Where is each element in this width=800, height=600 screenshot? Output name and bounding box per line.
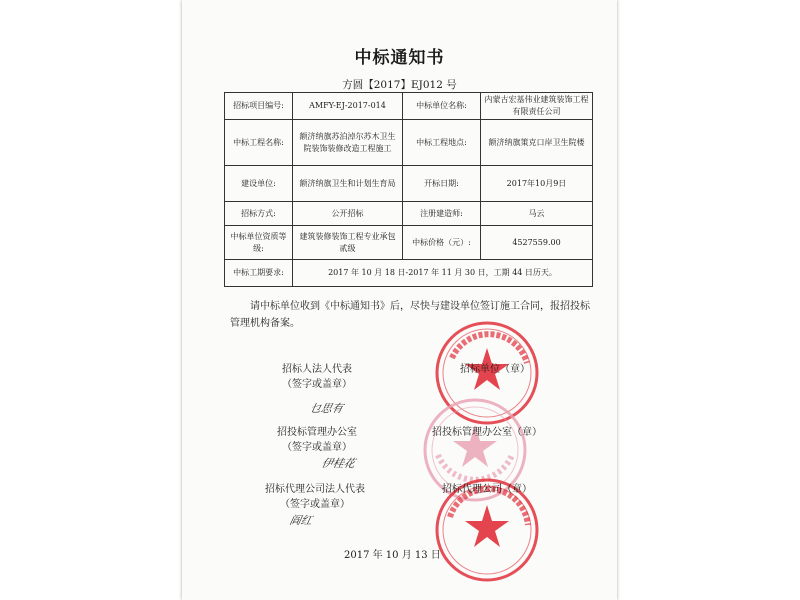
mgmt-office-signature-block: [252, 425, 382, 455]
mgmt-office-label: 招投标管理办公室: [277, 427, 357, 438]
agency-rep-label: 招标代理公司法人代表: [265, 484, 365, 495]
table-value: 2017 年 10 月 18 日-2017 年 11 月 30 日，工期 44 日历天。: [293, 260, 593, 287]
sign-or-seal-note: （签字或盖章）: [282, 379, 352, 390]
table-value: 额济纳旗策克口岸卫生院楼: [481, 120, 593, 166]
table-row: [225, 120, 593, 166]
table-value: 额济纳旗苏泊淖尔苏木卫生院装饰装修改造工程施工: [293, 120, 403, 166]
mgmt-office-seal-label: 招投标管理办公室（章）: [432, 427, 542, 438]
issue-date: 2017 年 10 月 13 日: [344, 550, 441, 561]
table-value: 内蒙古宏基伟业建筑装饰工程有限责任公司: [481, 93, 593, 120]
bid-info-table: [224, 92, 593, 287]
legal-rep-handwriting: 乜思有: [308, 402, 345, 415]
table-value: 建筑装修装饰工程专业承包贰级: [293, 226, 403, 260]
table-label: 招标方式:: [225, 202, 293, 226]
table-label: 中标工程地点:: [403, 120, 481, 166]
sign-or-seal-note: （签字或盖章）: [282, 442, 352, 453]
table-label: 开标日期:: [403, 166, 481, 202]
table-row: [225, 202, 593, 226]
sign-or-seal-note: （签字或盖章）: [280, 499, 350, 510]
document-page: [182, 0, 617, 600]
table-label: 中标单位资质等级:: [225, 226, 293, 260]
table-label: 注册建造师:: [403, 202, 481, 226]
table-label: 中标单位名称:: [403, 93, 481, 120]
table-value: 公开招标: [293, 202, 403, 226]
agency-seal-label: 招标代理公司（章）: [442, 484, 532, 495]
legal-rep-label: 招标人法人代表: [282, 364, 352, 375]
document-title: 中标通知书: [354, 48, 445, 68]
agency-rep-handwriting: 阎红: [288, 514, 314, 527]
table-label: 招标项目编号:: [225, 93, 293, 120]
tender-unit-seal-label: 招标单位（章）: [460, 364, 530, 375]
table-label: 中标工程名称:: [225, 120, 293, 166]
table-value: 额济纳旗卫生和计划生育局: [293, 166, 403, 202]
table-label: 建设单位:: [225, 166, 293, 202]
table-row: [225, 260, 593, 287]
table-value: 2017年10月9日: [481, 166, 593, 202]
table-value: AMFY-EJ-2017-014: [293, 93, 403, 120]
table-row: [225, 226, 593, 260]
legal-rep-signature-block: [252, 362, 382, 392]
agency-rep-signature-block: [240, 482, 390, 512]
table-value: 马云: [481, 202, 593, 226]
document-number: 方圆【2017】EJ012 号: [342, 79, 457, 91]
table-value: 4527559.00: [481, 226, 593, 260]
table-row: [225, 166, 593, 202]
table-row: [225, 93, 593, 120]
notice-paragraph: 请中标单位收到《中标通知书》后，尽快与建设单位签订施工合同，报招投标管理机构备案。: [230, 301, 590, 329]
table-label: 中标价格（元）:: [403, 226, 481, 260]
mgmt-office-handwriting: 伊桂花: [320, 457, 357, 470]
table-label: 中标工期要求:: [225, 260, 293, 287]
